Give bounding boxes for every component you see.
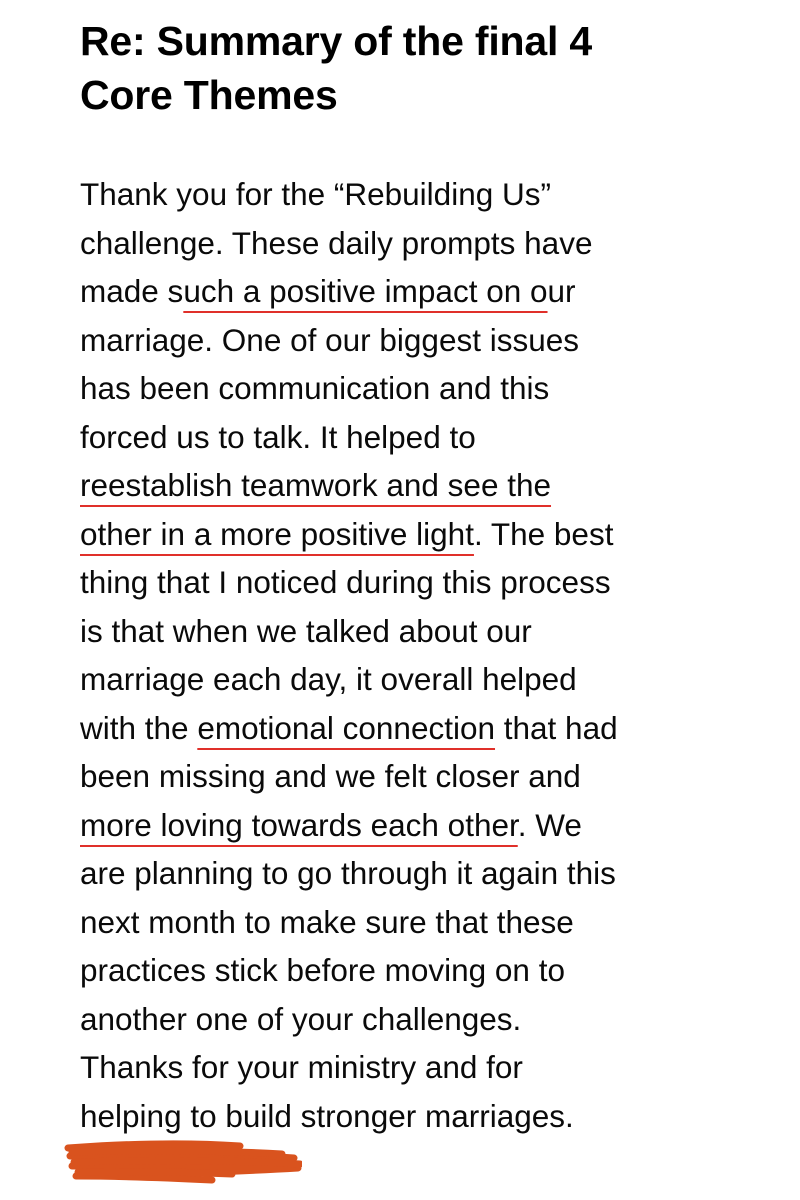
body-line [80, 946, 780, 995]
body-text-segment: are planning to go through it again this [80, 855, 616, 891]
email-subject [80, 14, 720, 122]
body-line [80, 1092, 780, 1141]
body-text-segment: . The best [473, 515, 614, 552]
body-text-segment: another one of your challenges. [80, 1000, 522, 1037]
body-text-segment: helping to build stronger marriages. [80, 1097, 574, 1134]
body-text-segment: challenge. These daily prompts have [80, 224, 593, 261]
body-text-segment: Thanks for your ministry and for [80, 1049, 523, 1085]
underlined-phrase: more loving towards each other [80, 806, 518, 843]
body-text-segment: marriage. One of our biggest issues [80, 321, 580, 358]
body-text-segment: practices stick before moving on to [80, 952, 565, 988]
body-line [80, 316, 780, 365]
underlined-phrase: other in a more positive light [80, 515, 474, 552]
body-text-segment: ur [547, 273, 576, 309]
body-line [80, 461, 780, 510]
body-line [80, 752, 780, 801]
body-text-segment: marriage each day, it overall helped [80, 661, 577, 697]
body-line [80, 558, 780, 607]
body-line [80, 267, 780, 316]
body-line [80, 1043, 780, 1092]
email-body [80, 170, 780, 1140]
body-text-segment: next month to make sure that these [80, 903, 574, 940]
body-text-segment: has been communication and this [80, 370, 550, 406]
body-line [80, 655, 780, 704]
body-line [80, 510, 780, 559]
body-line [80, 170, 780, 219]
redaction-scribble [62, 1138, 302, 1188]
body-text-segment: made s [80, 273, 184, 309]
underlined-phrase: reestablish teamwork and see the [80, 467, 552, 503]
body-line [80, 995, 780, 1044]
body-text-segment: forced us to talk. It helped to [80, 418, 476, 455]
body-line [80, 801, 780, 850]
body-text-segment: with the [80, 709, 198, 746]
underlined-phrase: emotional connection [197, 709, 496, 746]
body-line [80, 413, 780, 462]
body-text-segment: . We [517, 806, 582, 843]
subject-line: Core Themes [80, 72, 338, 118]
body-text-segment: thing that I noticed during this process [80, 564, 611, 600]
body-text-segment: is that when we talked about our [80, 612, 532, 649]
body-line [80, 364, 780, 413]
body-line [80, 607, 780, 656]
underlined-phrase: uch a positive impact on o [183, 273, 548, 309]
body-line [80, 898, 780, 947]
body-line [80, 849, 780, 898]
body-text-segment: been missing and we felt closer and [80, 758, 581, 794]
body-text-segment: Thank you for the “Rebuilding Us” [80, 176, 551, 212]
body-text-segment: that had [495, 709, 618, 746]
body-line [80, 704, 780, 753]
subject-line: Re: Summary of the final 4 [80, 18, 592, 64]
body-line [80, 219, 780, 268]
